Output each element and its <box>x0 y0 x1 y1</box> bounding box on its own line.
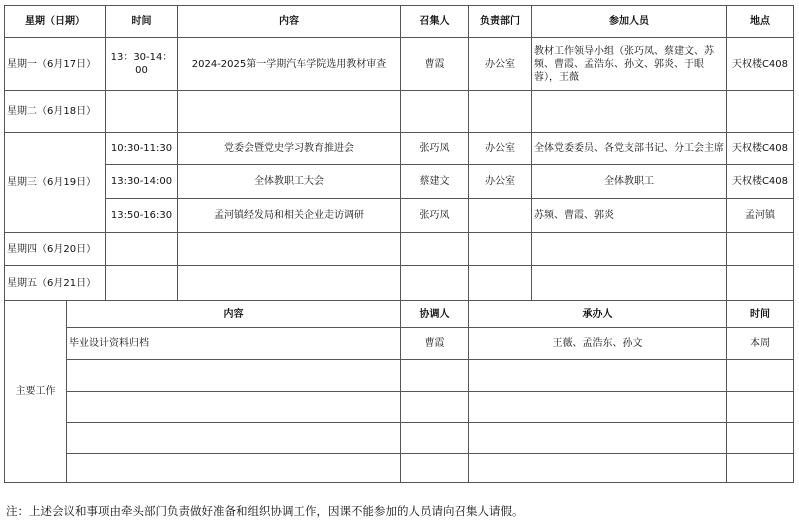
wednesday-location-3: 孟河镇 <box>727 199 794 233</box>
wednesday-dept-2: 办公室 <box>469 165 532 199</box>
monday-day: 星期一（6月17日） <box>5 38 106 91</box>
thursday-row <box>5 233 794 266</box>
wednesday-convener-2: 蔡建文 <box>401 165 469 199</box>
monday-convener: 曹霞 <box>401 38 469 91</box>
wednesday-content-2: 全体教职工大会 <box>178 165 401 199</box>
wednesday-participants-3: 苏频、曹霞、郭炎 <box>532 199 727 233</box>
friday-row <box>5 266 794 301</box>
header-row <box>5 6 794 38</box>
main-work-empty-row <box>5 360 794 392</box>
thursday-day: 星期四（6月20日） <box>5 233 106 266</box>
wednesday-convener-3: 张巧凤 <box>401 199 469 233</box>
monday-location: 天权楼C408 <box>727 38 794 91</box>
main-work-coordinator-1: 曹霞 <box>401 328 469 360</box>
wednesday-participants-1: 全体党委委员、各党支部书记、分工会主席 <box>532 133 727 165</box>
header-day: 星期（日期） <box>5 6 106 38</box>
friday-day: 星期五（6月21日） <box>5 266 106 301</box>
header-location: 地点 <box>727 6 794 38</box>
monday-row <box>5 38 794 91</box>
wednesday-row-1 <box>5 133 794 165</box>
wednesday-day: 星期三（6月19日） <box>5 133 106 233</box>
main-work-empty-row <box>5 392 794 423</box>
wednesday-content-1: 党委会暨党史学习教育推进会 <box>178 133 401 165</box>
monday-content: 2024-2025第一学期汽车学院选用教材审查 <box>178 38 401 91</box>
main-work-header-row <box>5 301 794 328</box>
main-work-empty-row <box>5 423 794 454</box>
monday-time: 13：30-14：00 <box>106 38 178 91</box>
main-work-header-handler: 承办人 <box>469 301 727 328</box>
wednesday-time-2: 13:30-14:00 <box>106 165 178 199</box>
wednesday-content-3: 孟河镇经发局和相关企业走访调研 <box>178 199 401 233</box>
wednesday-row-3 <box>5 199 794 233</box>
footnote: 注：上述会议和事项由牵头部门负责做好准备和组织协调工作，因课不能参加的人员请向召集人请假。 <box>6 504 524 518</box>
tuesday-day: 星期二（6月18日） <box>5 91 106 133</box>
main-work-label: 主要工作 <box>5 301 67 483</box>
monday-dept: 办公室 <box>469 38 532 91</box>
main-work-row <box>5 328 794 360</box>
wednesday-convener-1: 张巧凤 <box>401 133 469 165</box>
wednesday-participants-2: 全体教职工 <box>532 165 727 199</box>
wednesday-time-1: 10:30-11:30 <box>106 133 178 165</box>
header-time: 时间 <box>106 6 178 38</box>
tuesday-row <box>5 91 794 133</box>
wednesday-row-2 <box>5 165 794 199</box>
wednesday-dept-1: 办公室 <box>469 133 532 165</box>
header-participants: 参加人员 <box>532 6 727 38</box>
main-work-header-coordinator: 协调人 <box>401 301 469 328</box>
wednesday-dept-3 <box>469 199 532 233</box>
main-work-handler-1: 王薇、孟浩东、孙文 <box>469 328 727 360</box>
main-work-content-1: 毕业设计资料归档 <box>67 328 401 360</box>
main-work-header-time: 时间 <box>727 301 794 328</box>
wednesday-time-3: 13:50-16:30 <box>106 199 178 233</box>
main-work-time-1: 本周 <box>727 328 794 360</box>
weekly-schedule-table <box>4 5 794 483</box>
header-content: 内容 <box>178 6 401 38</box>
header-dept: 负责部门 <box>469 6 532 38</box>
main-work-empty-row <box>5 454 794 483</box>
wednesday-location-2: 天权楼C408 <box>727 165 794 199</box>
main-work-header-content: 内容 <box>67 301 401 328</box>
wednesday-location-1: 天权楼C408 <box>727 133 794 165</box>
monday-participants: 教材工作领导小组（张巧凤、蔡建文、苏频、曹霞、孟浩东、孙文、郭炎、于眼蓉），王薇 <box>532 38 727 91</box>
header-convener: 召集人 <box>401 6 469 38</box>
